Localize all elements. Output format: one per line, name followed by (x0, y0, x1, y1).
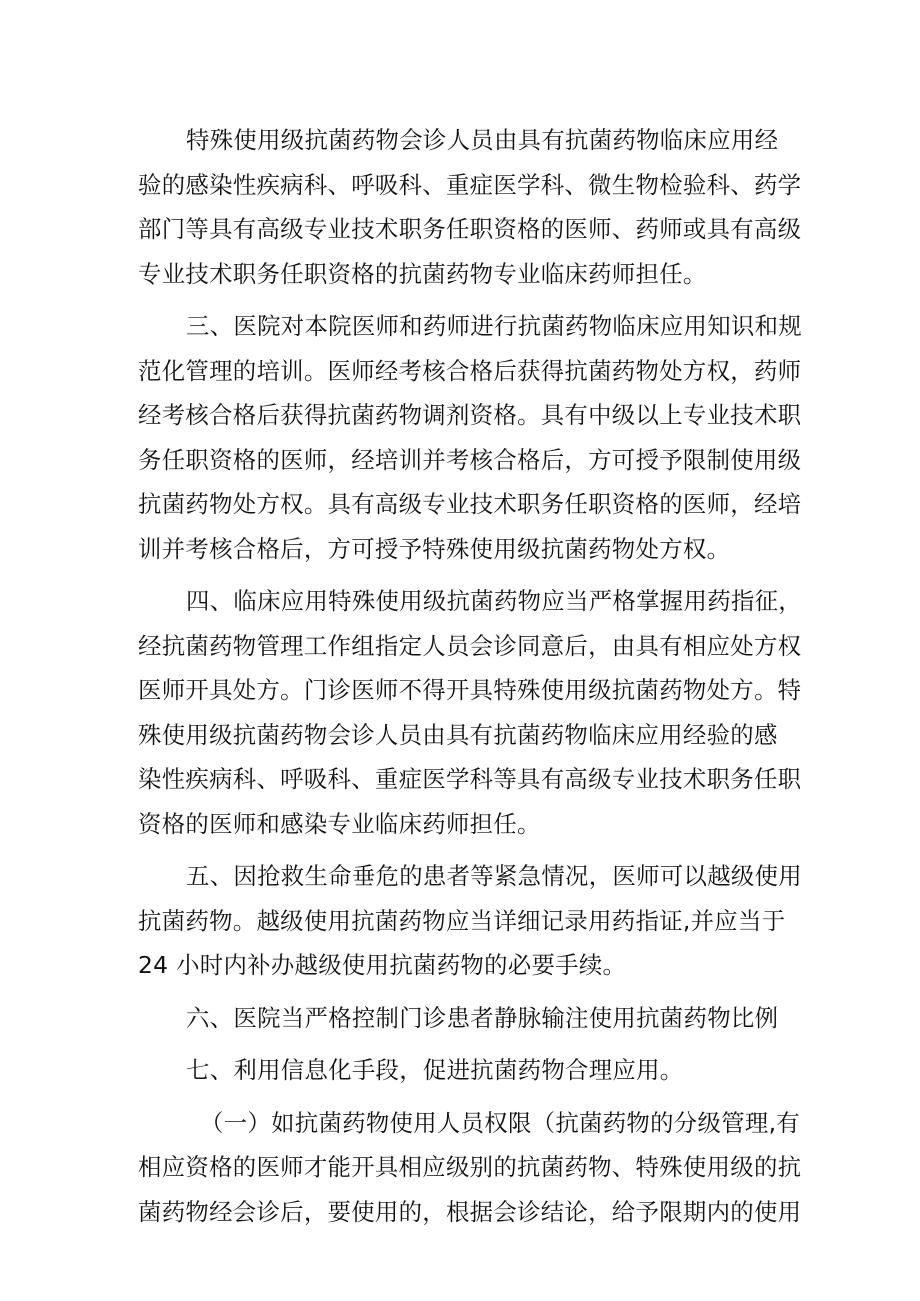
text-line: 特殊使用级抗菌药物会诊人员由具有抗菌药物临床应用经 (186, 126, 779, 154)
text-line: 医师开具处方。门诊医师不得开具特殊使用级抗菌药物处方。特 (138, 676, 802, 704)
paragraph-section-6 (138, 996, 788, 1041)
text-line: 四、临床应用特殊使用级抗菌药物应当严格掌握用药指征， (186, 587, 802, 615)
text-line: 殊使用级抗菌药物会诊人员由具有抗菌药物临床应用经验的感 (138, 720, 778, 749)
paragraph-section-3 (138, 304, 802, 571)
text-line: 务任职资格的医师，经培训并考核合格后，方可授予限制使用级 (138, 445, 802, 474)
text-line: （一）如抗菌药物使用人员权限（抗菌药物的分级管理,有 (200, 1108, 800, 1137)
text-line: 染性疾病科、呼吸科、重症医学科等具有高级专业技术职务任职 (138, 765, 802, 793)
text-line: 专业技术职务任职资格的抗菌药物专业临床药师担任。 (138, 259, 707, 288)
text-line: 经抗菌药物管理工作组指定人员会诊同意后，由具有相应处方权 (138, 631, 802, 660)
text-line: 抗菌药物处方权。具有高级专业技术职务任职资格的医师，经培 (138, 490, 802, 518)
text-line: 训并考核合格后，方可授予特殊使用级抗菌药物处方权。 (138, 534, 731, 563)
text-line: 相应资格的医师才能开具相应级别的抗菌药物、特殊使用级的抗 (138, 1153, 802, 1181)
text-line: 菌药物经会诊后，要使用的，根据会诊结论，给予限期内的使用 (138, 1197, 802, 1226)
paragraph-subsection-1 (138, 1101, 802, 1235)
text-line: 抗菌药物。越级使用抗菌药物应当详细记录用药指证,并应当于 (138, 906, 786, 935)
paragraph-section-7 (138, 1048, 788, 1093)
text-line: 五、因抢救生命垂危的患者等紧急情况，医师可以越级使用 (186, 862, 802, 890)
text-line: 资格的医师和感染专业临床药师担任。 (138, 809, 541, 838)
text-line: 经考核合格后获得抗菌药物调剂资格。具有中级以上专业技术职 (138, 401, 802, 429)
text-line: 六、医院当严格控制门诊患者静脉输注使用抗菌药物比例 (186, 1003, 779, 1032)
paragraph-section-5 (138, 854, 802, 988)
paragraph-section-4 (138, 579, 802, 846)
text-line: 范化管理的培训。医师经考核合格后获得抗菌药物处方权，药师 (138, 356, 802, 385)
text-line: 24 小时内补办越级使用抗菌药物的必要手续。 (138, 951, 627, 979)
text-line: 验的感染性疾病科、呼吸科、重症医学科、微生物检验科、药学 (138, 170, 802, 199)
paragraph-consultation-staff (138, 118, 802, 296)
text-line: 部门等具有高级专业技术职务任职资格的医师、药师或具有高级 (138, 215, 802, 243)
document-body (138, 118, 802, 1242)
text-line: 三、医院对本院医师和药师进行抗菌药物临床应用知识和规 (186, 312, 802, 340)
text-line: 七、利用信息化手段，促进抗菌药物合理应用。 (186, 1056, 684, 1084)
